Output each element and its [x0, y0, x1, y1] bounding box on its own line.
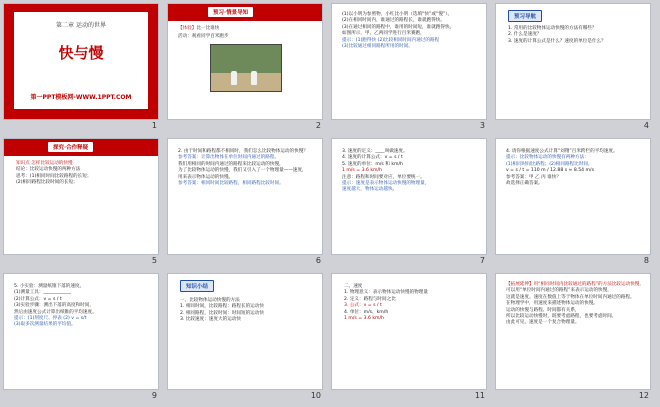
- slide-9[interactable]: [3, 273, 159, 401]
- slide-1-title: 快与慢: [58, 44, 104, 62]
- slide-12-line: 由此可见，速度是一个复合物理量。: [506, 320, 580, 326]
- track: [211, 73, 281, 91]
- slide-1-brand: 第一PPT模板网-WWW.1PPT.COM: [30, 94, 132, 101]
- slide-2-thumbnail[interactable]: [167, 3, 323, 120]
- slide-12[interactable]: [495, 273, 651, 401]
- slide-10-line: 1. 相同时间，比较路程：路程长的运动快: [180, 304, 264, 310]
- slide-7-text: [342, 149, 480, 194]
- slide-10-header: 知识小结: [180, 280, 214, 292]
- slide-2-number: 2: [315, 121, 321, 130]
- slide-4[interactable]: [495, 3, 651, 131]
- slide-11[interactable]: [331, 273, 487, 401]
- runner-figure: [251, 71, 257, 85]
- slide-6-line: 参考答案：计算出物体在单位时间内通过的路程。: [178, 155, 280, 161]
- slide-10-line: 一、比较物体运动快慢的方法: [180, 298, 240, 303]
- slide-4-number: 4: [643, 121, 649, 130]
- slide-12-number: 12: [638, 391, 649, 400]
- slide-8-line: 故选择正确答案。: [506, 181, 543, 187]
- slide-2-tag-text: 比一比谁快: [196, 26, 220, 31]
- slide-3[interactable]: [331, 3, 487, 131]
- slide-6-line: 参考答案：相同时间比较路程，相同路程比较时间。: [178, 181, 284, 187]
- slide-6-text: [178, 149, 316, 187]
- slide-5-number: 5: [151, 256, 157, 265]
- slide-10[interactable]: [167, 273, 323, 401]
- slide-7-line: 速度越大，物体运动越快。: [342, 187, 398, 193]
- slide-3-line: 如图所示，甲、乙两同学进行百米赛跑，: [342, 31, 425, 37]
- slide-11-text: [344, 284, 480, 322]
- slide-1[interactable]: [3, 3, 159, 131]
- slide-8-line: (1)相同时间比路程；(2)相同路程比时间。: [506, 161, 593, 167]
- slide-10-line: 3. 比较速度：速度大的运动快: [180, 317, 241, 323]
- slide-4-line: 3. 速度的计算公式是什么？速度的单位是什么？: [508, 38, 606, 44]
- slide-8-thumbnail[interactable]: [495, 138, 651, 255]
- slide-8-line: 参考答案：甲 乙 丙 谁快？: [506, 174, 561, 180]
- slide-12-line: 这就是速度。速度在数值上等于物体在单位时间内通过的路程。: [506, 294, 635, 300]
- slide-3-thumbnail[interactable]: [331, 3, 487, 120]
- slide-11-line: 二、速度: [344, 284, 363, 289]
- slide-3-number: 3: [479, 121, 485, 130]
- slide-7-line: 3. 速度的定义：____叫做速度。: [342, 149, 408, 154]
- slide-5-thumbnail[interactable]: [3, 138, 159, 255]
- slide-12-line: 运动的快慢与路程、时间都有关系，: [506, 307, 580, 313]
- slide-10-line: 2. 相同路程，比较时间：时间短的运动快: [180, 310, 264, 316]
- slide-7-line: 提示：速度是表示物体运动快慢的物理量，: [342, 181, 430, 187]
- slide-5-line: 思考：(1)相同时间比较路程的长短；: [16, 173, 92, 179]
- slide-9-line: (3)取多次测量结果的平均值。: [14, 322, 76, 328]
- slide-6-number: 6: [315, 256, 321, 265]
- slide-7-number: 7: [479, 256, 485, 265]
- slide-6-thumbnail[interactable]: [167, 138, 323, 255]
- slide-2-tag-line: [178, 26, 219, 32]
- slide-3-text: [342, 12, 480, 50]
- slide-4-thumbnail[interactable]: [495, 3, 651, 120]
- slide-6-line: 2. 由于时间和路程都不相同时，我们怎么比较物体运动的快慢？: [178, 149, 308, 154]
- slide-7-line: 4. 速度的计算公式：v = s / t: [342, 155, 403, 161]
- slide-11-thumbnail[interactable]: [331, 273, 487, 390]
- slide-9-thumbnail[interactable]: [3, 273, 159, 390]
- slide-9-line: (1)测量工具：____________: [14, 290, 72, 296]
- slide-2-header: 预习·情景导知: [208, 7, 253, 17]
- slide-3-line: (2)在相同时间内，谁通过的路程长，谁就跑得快。: [342, 18, 445, 24]
- slide-1-number: 1: [151, 121, 157, 130]
- runner-figure: [231, 71, 237, 85]
- slide-5-text: [16, 161, 154, 187]
- slide-12-text: [506, 282, 644, 327]
- slide-10-thumbnail[interactable]: [167, 273, 323, 390]
- slide-6[interactable]: [167, 138, 323, 266]
- slide-2[interactable]: [167, 3, 323, 131]
- slide-12-line: 在物理学中，用速度来描述物体运动的快慢。: [506, 301, 598, 307]
- slide-9-line: (3)实验步骤：测出下落的高度和时间，: [14, 303, 95, 309]
- slide-3-line: 提示：(1)跑得快 (2)比较相同时间内通过的路程: [342, 37, 440, 43]
- slide-5-header: 探究·合作释疑: [48, 142, 93, 152]
- slide-3-line: (1)以小明为参照物，小红比小明（选填“快”或“慢”）。: [342, 12, 453, 17]
- slide-9-line: (2)计算公式：v = s / t: [14, 296, 62, 302]
- slide-11-line: 4. 单位：m/s、km/h: [344, 309, 389, 315]
- slide-8-text: [506, 149, 644, 187]
- slide-9-text: [14, 284, 152, 329]
- slide-9-line: 然后由速度公式计算出纸锥的平均速度。: [14, 309, 97, 315]
- slide-7-line: 5. 速度的单位：m/s 和 km/h: [342, 161, 403, 167]
- slide-8-line: 4. 请你根据速度公式计算“刘翔”百米跨栏的平均速度。: [506, 149, 618, 154]
- slide-9-line: 提示：(1)刻度尺、停表 (2) v = s/t: [14, 316, 87, 322]
- slide-4-line: 2. 什么是速度？: [508, 32, 542, 38]
- slide-6-line: 用来表示物体运动的快慢。: [178, 174, 234, 180]
- slide-11-line: 2. 定义：路程与时间之比: [344, 296, 396, 302]
- slide-1-thumbnail[interactable]: [3, 3, 159, 120]
- slide-12-line: 所以比较运动快慢时，既要考虑路程，也要考虑时间。: [506, 314, 617, 320]
- slide-10-text: [180, 298, 318, 324]
- slide-12-line: 【拓展延伸】用“相同时间内比较通过的路程”的方法比较运动快慢，: [506, 282, 644, 287]
- slide-11-line: 1 m/s = 3.6 km/h: [344, 316, 384, 322]
- slide-4-text: [508, 26, 643, 45]
- slide-9-line: 5. 小实验：测量纸锥下落的速度。: [14, 284, 85, 289]
- runners-photo: [210, 44, 282, 92]
- slide-sorter-grid: [3, 3, 651, 401]
- slide-8-line: 提示：比较物体运动的快慢有两种方法：: [506, 155, 589, 161]
- slide-6-line: 为了比较物体运动的快慢，我们又引入了一个物理量——速度，: [178, 168, 307, 174]
- slide-8-line: v = s / t = 110 m / 12.88 s ≈ 8.54 m/s: [506, 168, 594, 174]
- slide-3-line: (3)在通过相同的路程中，谁用的时间短，谁就跑得快。: [342, 24, 455, 30]
- slide-5-line: 结论：比较运动快慢的两种方法: [16, 167, 81, 173]
- slide-9-number: 9: [151, 391, 157, 400]
- slide-6-line: 我们用相同的时间内通过的路程来比较运动的快慢，: [178, 161, 284, 167]
- slide-7[interactable]: [331, 138, 487, 266]
- slide-11-line: 3. 公式：v = s / t: [344, 303, 382, 309]
- slide-5[interactable]: [3, 138, 159, 266]
- slide-8[interactable]: [495, 138, 651, 266]
- slide-12-thumbnail[interactable]: [495, 273, 651, 390]
- slide-4-header: 预习导航: [508, 10, 542, 22]
- slide-2-tag: 【体验】: [178, 26, 197, 31]
- slide-1-chapter: 第二章 运动的世界: [56, 22, 106, 29]
- slide-7-line: 1 m/s = 3.6 km/h: [342, 168, 382, 174]
- slide-10-number: 10: [310, 391, 321, 400]
- slide-3-line: (3)比较通过相同路程所用的时间。: [342, 44, 413, 50]
- slide-8-number: 8: [643, 256, 649, 265]
- slide-12-line: 可以用“单位时间内通过的路程”来表示运动的快慢，: [506, 288, 612, 294]
- slide-2-activity: 活动：观看同学百米跑步: [178, 34, 229, 39]
- slide-5-line: 知识点 怎样比较运动的快慢: [16, 161, 73, 166]
- slide-7-thumbnail[interactable]: [331, 138, 487, 255]
- slide-5-line: (2)相同路程比较时间的长短；: [16, 180, 78, 186]
- slide-7-line: 注意：路程和时间要对应，单位要统一。: [342, 174, 425, 180]
- slide-11-number: 11: [474, 391, 485, 400]
- slide-11-line: 1. 物理意义：表示物体运动快慢的物理量: [344, 290, 428, 296]
- slide-4-line: 1. 常用的比较物体运动快慢的方法有哪些？: [508, 26, 597, 31]
